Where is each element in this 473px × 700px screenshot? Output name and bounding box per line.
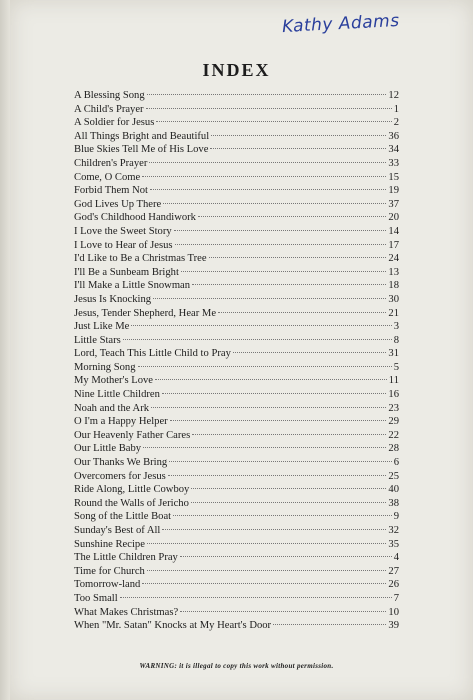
index-entry [74, 130, 399, 144]
entry-page-number: 34 [388, 144, 399, 156]
index-entry [74, 592, 399, 606]
dot-leader [192, 284, 386, 285]
index-entry [74, 334, 399, 348]
entry-page-number: 17 [388, 239, 399, 251]
dot-leader [131, 325, 391, 326]
entry-page-number: 21 [388, 307, 399, 319]
index-entry [74, 524, 399, 538]
entry-title: I'd Like to Be a Christmas Tree [74, 253, 207, 265]
index-entry [74, 578, 399, 592]
dot-leader [211, 135, 386, 136]
index-entry [74, 429, 399, 443]
index-entry [74, 606, 399, 620]
entry-page-number: 12 [388, 90, 399, 101]
dot-leader [143, 447, 386, 448]
index-entry [74, 388, 399, 402]
dot-leader [180, 556, 392, 557]
dot-leader [209, 257, 387, 258]
dot-leader [168, 475, 387, 476]
entry-title: When "Mr. Satan" Knocks at My Heart's Door [74, 620, 272, 632]
index-entry [74, 198, 399, 212]
dot-leader [142, 583, 386, 584]
index-entry [74, 171, 399, 185]
entry-page-number: 36 [388, 130, 399, 142]
index-entry [74, 415, 399, 429]
dot-leader [162, 529, 386, 530]
entry-title: O I'm a Happy Helper [74, 416, 168, 428]
entry-title: Morning Song [74, 361, 136, 373]
entry-page-number: 35 [388, 538, 399, 550]
dot-leader [175, 244, 387, 245]
dot-leader [153, 298, 386, 299]
dot-leader [147, 570, 387, 571]
entry-title: Time for Church [74, 565, 145, 577]
index-entry [74, 89, 399, 103]
entry-title: Lord, Teach This Little Child to Pray [74, 348, 231, 360]
entry-title: Tomorrow-land [74, 579, 141, 591]
index-entry [74, 470, 399, 484]
handwritten-signature: Kathy Adams [281, 10, 401, 38]
dot-leader [170, 420, 387, 421]
entry-title: A Blessing Song [74, 90, 145, 101]
entry-title: I'll Make a Little Snowman [74, 280, 191, 292]
entry-page-number: 26 [388, 579, 399, 591]
entry-title: A Soldier for Jesus [74, 117, 155, 129]
dot-leader [174, 230, 387, 231]
entry-title: Round the Walls of Jericho [74, 497, 189, 509]
dot-leader [181, 271, 387, 272]
entry-page-number: 19 [388, 185, 399, 197]
dot-leader [162, 393, 386, 394]
entry-page-number: 29 [388, 416, 399, 428]
dot-leader [146, 108, 392, 109]
entry-page-number: 3 [393, 321, 399, 333]
entry-title: All Things Bright and Beautiful [74, 130, 210, 142]
entry-page-number: 1 [393, 103, 399, 115]
index-entry [74, 442, 399, 456]
index-entry [74, 239, 399, 253]
entry-page-number: 11 [388, 375, 399, 387]
entry-page-number: 22 [388, 429, 399, 441]
entry-title: Song of the Little Boat [74, 511, 172, 523]
entry-page-number: 15 [388, 171, 399, 183]
dot-leader [123, 339, 392, 340]
entry-page-number: 14 [388, 225, 399, 237]
index-entry [74, 184, 399, 198]
dot-leader [191, 502, 387, 503]
index-entry [74, 307, 399, 321]
entry-title: A Child's Prayer [74, 103, 144, 115]
entry-title: God Lives Up There [74, 198, 162, 210]
entry-title: Jesus, Tender Shepherd, Hear Me [74, 307, 217, 319]
entry-page-number: 37 [388, 198, 399, 210]
index-entry [74, 402, 399, 416]
dot-leader [155, 379, 387, 380]
entry-title: Sunshine Recipe [74, 538, 145, 550]
index-entry [74, 211, 399, 225]
entry-page-number: 20 [388, 212, 399, 224]
entry-page-number: 39 [388, 620, 399, 632]
page-title: INDEX [202, 60, 271, 80]
entry-title: Jesus Is Knocking [74, 293, 152, 305]
entry-title: Forbid Them Not [74, 185, 148, 197]
index-entry [74, 497, 399, 511]
entry-page-number: 31 [388, 348, 399, 360]
entry-title: Noah and the Ark [74, 402, 150, 414]
index-entry [74, 157, 399, 171]
dot-leader [147, 543, 386, 544]
dot-leader [156, 121, 391, 122]
entry-page-number: 18 [388, 280, 399, 292]
entry-page-number: 27 [388, 565, 399, 577]
entry-page-number: 23 [388, 402, 399, 414]
index-entry [74, 143, 399, 157]
dot-leader [147, 94, 387, 95]
entry-page-number: 13 [388, 266, 399, 278]
entry-title: What Makes Christmas? [74, 606, 179, 618]
entry-page-number: 2 [393, 117, 399, 129]
dot-leader [173, 515, 392, 516]
dot-leader [180, 611, 386, 612]
index-entry [74, 279, 399, 293]
entry-page-number: 33 [388, 157, 399, 169]
dot-leader [273, 624, 386, 625]
entry-title: Children's Prayer [74, 157, 148, 169]
dot-leader [192, 434, 386, 435]
index-entry [74, 347, 399, 361]
dot-leader [151, 407, 386, 408]
entry-title: Just Like Me [74, 321, 130, 333]
index-entry [74, 510, 399, 524]
index-entry [74, 225, 399, 239]
entry-title: Sunday's Best of All [74, 525, 161, 536]
entry-title: My Mother's Love [74, 375, 153, 387]
entry-title: I Love the Sweet Story [74, 225, 172, 237]
index-entry [74, 374, 399, 388]
entry-title: Our Thanks We Bring [74, 457, 168, 469]
entry-page-number: 28 [388, 443, 399, 455]
entry-title: Too Small [74, 592, 118, 604]
dot-leader [191, 488, 386, 489]
dot-leader [169, 461, 391, 462]
entry-page-number: 38 [388, 497, 399, 509]
dot-leader [218, 312, 386, 313]
entry-page-number: 32 [388, 525, 399, 536]
index-entry [74, 116, 399, 130]
index-entry [74, 320, 399, 334]
entry-title: I'll Be a Sunbeam Bright [74, 266, 179, 278]
entry-title: God's Childhood Handiwork [74, 212, 196, 224]
entry-title: Overcomers for Jesus [74, 470, 166, 482]
dot-leader [233, 352, 387, 353]
copyright-warning: WARNING: it is illegal to copy this work without permission. [139, 662, 334, 670]
index-entry [74, 619, 399, 633]
entry-page-number: 16 [388, 389, 399, 401]
entry-page-number: 8 [393, 334, 399, 346]
entry-title: The Little Children Pray [74, 552, 178, 564]
index-list [74, 89, 399, 633]
index-entry [74, 565, 399, 579]
entry-page-number: 30 [388, 293, 399, 305]
entry-title: Ride Along, Little Cowboy [74, 484, 190, 496]
index-entry [74, 551, 399, 565]
entry-title: Nine Little Children [74, 389, 160, 401]
page-edge [0, 0, 10, 700]
entry-title: I Love to Hear of Jesus [74, 239, 173, 251]
index-entry [74, 538, 399, 552]
entry-page-number: 10 [388, 606, 399, 618]
entry-page-number: 4 [393, 552, 399, 564]
entry-title: Little Stars [74, 334, 121, 346]
dot-leader [150, 189, 386, 190]
dot-leader [210, 148, 386, 149]
index-entry [74, 483, 399, 497]
dot-leader [163, 203, 386, 204]
index-entry [74, 103, 399, 117]
dot-leader [142, 176, 386, 177]
dot-leader [120, 597, 392, 598]
entry-title: Come, O Come [74, 171, 141, 183]
entry-title: Our Little Baby [74, 443, 142, 455]
entry-page-number: 25 [388, 470, 399, 482]
entry-page-number: 5 [393, 361, 399, 373]
index-entry [74, 456, 399, 470]
index-entry [74, 266, 399, 280]
dot-leader [198, 216, 386, 217]
index-entry [74, 293, 399, 307]
index-entry [74, 252, 399, 266]
entry-title: Blue Skies Tell Me of His Love [74, 144, 209, 156]
entry-page-number: 6 [393, 457, 399, 469]
entry-title: Our Heavenly Father Cares [74, 429, 191, 441]
entry-page-number: 9 [393, 511, 399, 523]
dot-leader [149, 162, 386, 163]
dot-leader [138, 366, 392, 367]
entry-page-number: 7 [393, 592, 399, 604]
index-entry [74, 361, 399, 375]
entry-page-number: 40 [388, 484, 399, 496]
entry-page-number: 24 [388, 253, 399, 265]
